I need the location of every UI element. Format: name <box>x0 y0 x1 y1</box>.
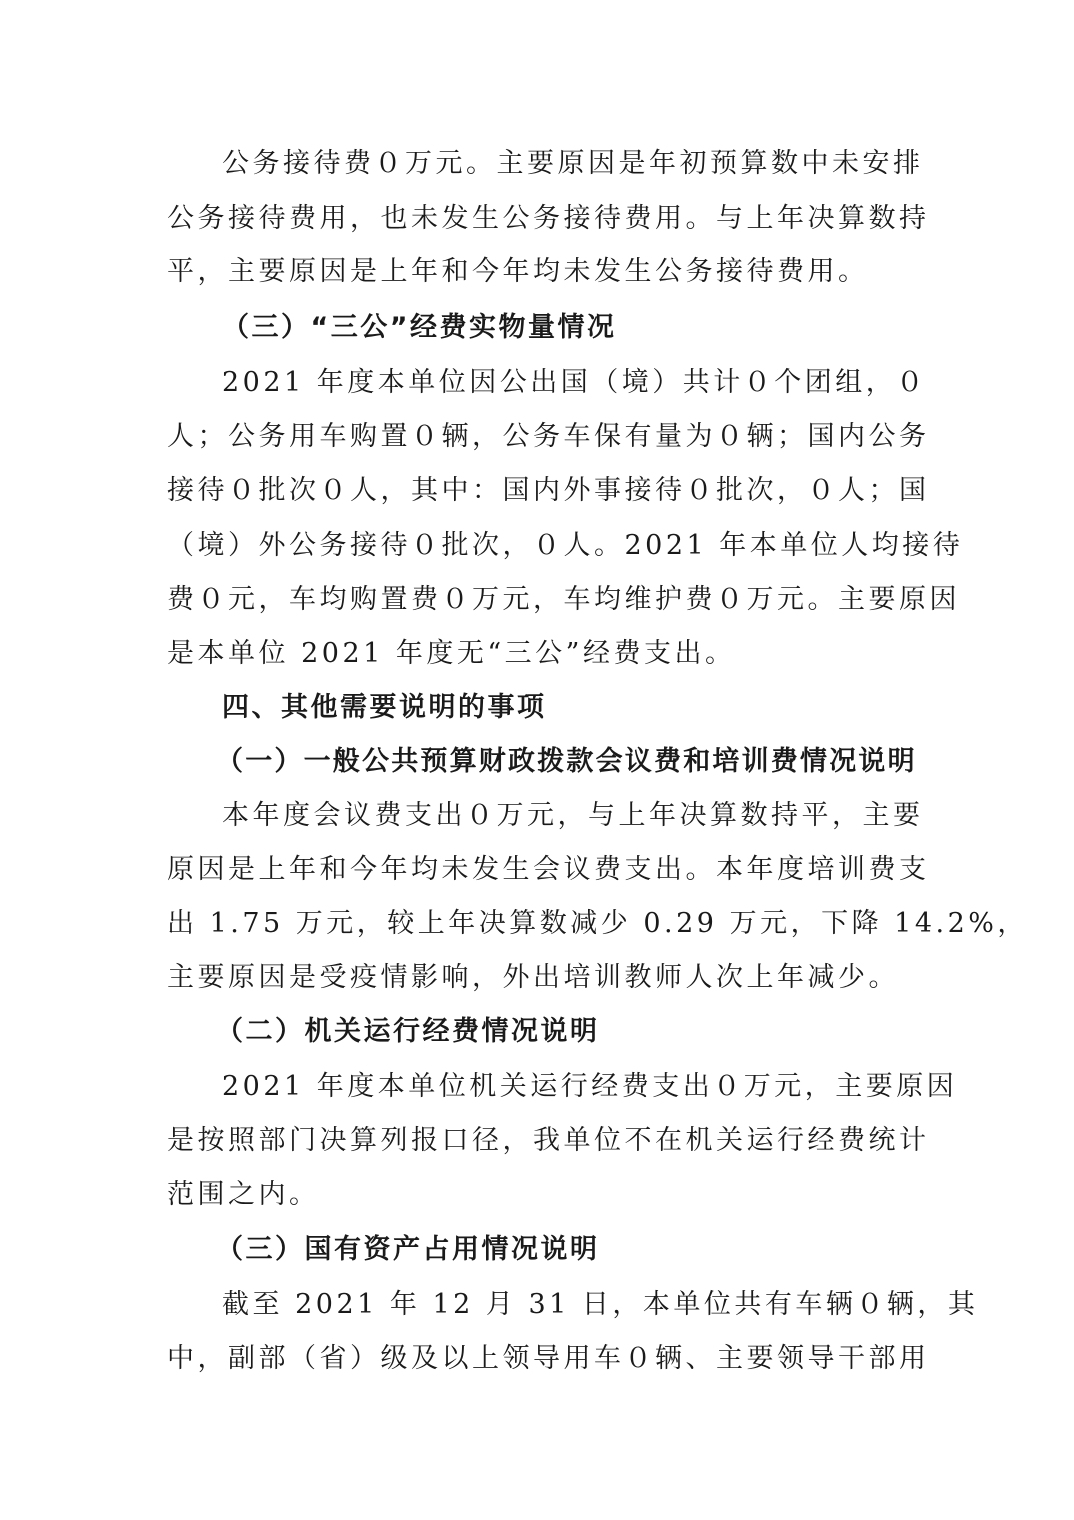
paragraph-line: 费０元，车均购置费０万元，车均维护费０万元。主要原因 <box>167 584 960 615</box>
paragraph-line: 平，主要原因是上年和今年均未发生公务接待费用。 <box>167 256 869 287</box>
paragraph-line: 出 1.75 万元，较上年决算数减少 0.29 万元，下降 14.2%， <box>167 908 1028 939</box>
paragraph-line: 截至 2021 年 12 月 31 日，本单位共有车辆０辆，其 <box>222 1289 979 1320</box>
paragraph-line: 范围之内。 <box>167 1179 320 1210</box>
paragraph-line: 本年度会议费支出０万元，与上年决算数持平，主要 <box>222 800 924 831</box>
paragraph-line: 接待０批次０人，其中：国内外事接待０批次，０人；国 <box>167 475 930 506</box>
paragraph-line: 人；公务用车购置０辆，公务车保有量为０辆；国内公务 <box>167 421 930 452</box>
subsection-heading: （三）国有资产占用情况说明 <box>216 1234 600 1265</box>
paragraph-line: 是按照部门决算列报口径，我单位不在机关运行经费统计 <box>167 1125 930 1156</box>
subsection-heading: （二）机关运行经费情况说明 <box>216 1016 600 1047</box>
paragraph-line: 2021 年度本单位因公出国（境）共计０个团组，０ <box>222 367 927 398</box>
subsection-heading: （一）一般公共预算财政拨款会议费和培训费情况说明 <box>216 746 917 777</box>
paragraph-line: 是本单位 2021 年度无“三公”经费支出。 <box>167 638 736 669</box>
paragraph-line: （境）外公务接待０批次，０人。2021 年本单位人均接待 <box>167 530 964 561</box>
paragraph-line: 公务接待费０万元。主要原因是年初预算数中未安排 <box>222 148 924 179</box>
paragraph-line: 公务接待费用，也未发生公务接待费用。与上年决算数持 <box>167 203 930 234</box>
section-heading: 四、其他需要说明的事项 <box>222 692 547 723</box>
section-heading: （三）“三公”经费实物量情况 <box>222 312 617 343</box>
paragraph-line: 原因是上年和今年均未发生会议费支出。本年度培训费支 <box>167 854 930 885</box>
paragraph-line: 2021 年度本单位机关运行经费支出０万元，主要原因 <box>222 1071 958 1102</box>
paragraph-line: 中，副部（省）级及以上领导用车０辆、主要领导干部用 <box>167 1343 930 1374</box>
paragraph-line: 主要原因是受疫情影响，外出培训教师人次上年减少。 <box>167 962 899 993</box>
